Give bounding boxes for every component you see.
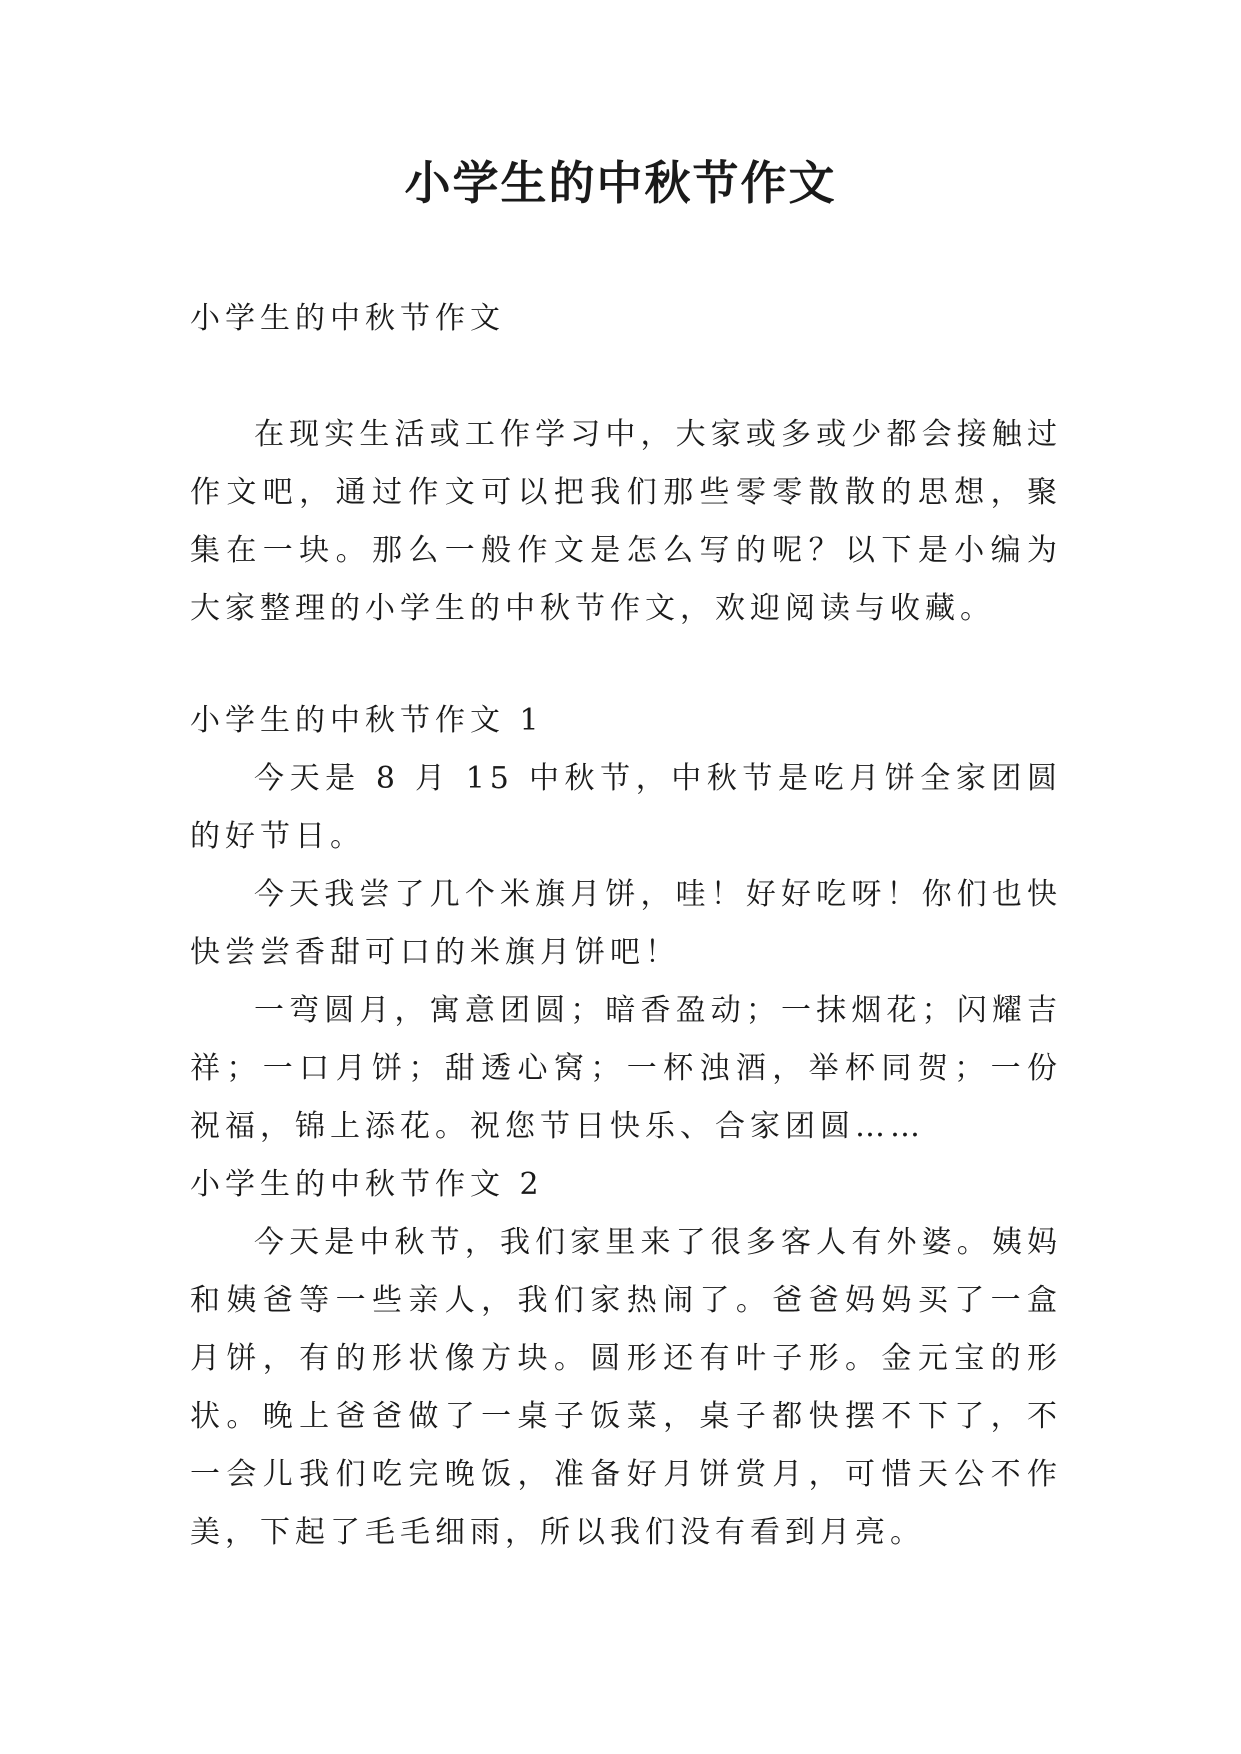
spacer (190, 348, 1062, 406)
essay-2-paragraph: 今天是中秋节，我们家里来了很多客人有外婆。姨妈和姨爸等一些亲人，我们家热闹了。爸爸妈妈买了一盒月饼，有的形状像方块。圆形还有叶子形。金元宝的形状。晚上爸爸做了一桌子饭菜，桌子都快摆不下了，不一会儿我们吃完晚饭，准备好月饼赏月，可惜天公不作美，下起了毛毛细雨，所以我们没有看到月亮。 (190, 1225, 1062, 1550)
document-subtitle: 小学生的中秋节作文 (190, 301, 505, 336)
essay-1-paragraph: 今天我尝了几个米旗月饼，哇！好好吃呀！你们也快快尝尝香甜可口的米旗月饼吧！ (190, 877, 1062, 970)
intro-paragraph: 在现实生活或工作学习中，大家或多或少都会接触过作文吧，通过作文可以把我们那些零零散散的思想，聚集在一块。那么一般作文是怎么写的呢？以下是小编为大家整理的小学生的中秋节作文，欢迎阅读与收藏。 (190, 417, 1062, 626)
document-title: 小学生的中秋节作文 (404, 156, 837, 210)
spacer (190, 638, 1062, 692)
essay-2-heading: 小学生的中秋节作文 2 (190, 1167, 544, 1202)
essay-1-paragraph: 今天是 8 月 15 中秋节，中秋节是吃月饼全家团圆的好节日。 (190, 761, 1062, 854)
document-body (190, 290, 1062, 1562)
essay-1-heading: 小学生的中秋节作文 1 (190, 703, 544, 738)
essay-1-paragraph: 一弯圆月，寓意团圆；暗香盈动；一抹烟花；闪耀吉祥；一口月饼；甜透心窝；一杯浊酒，举杯同贺；一份祝福，锦上添花。祝您节日快乐、合家团圆…… (190, 993, 1062, 1144)
